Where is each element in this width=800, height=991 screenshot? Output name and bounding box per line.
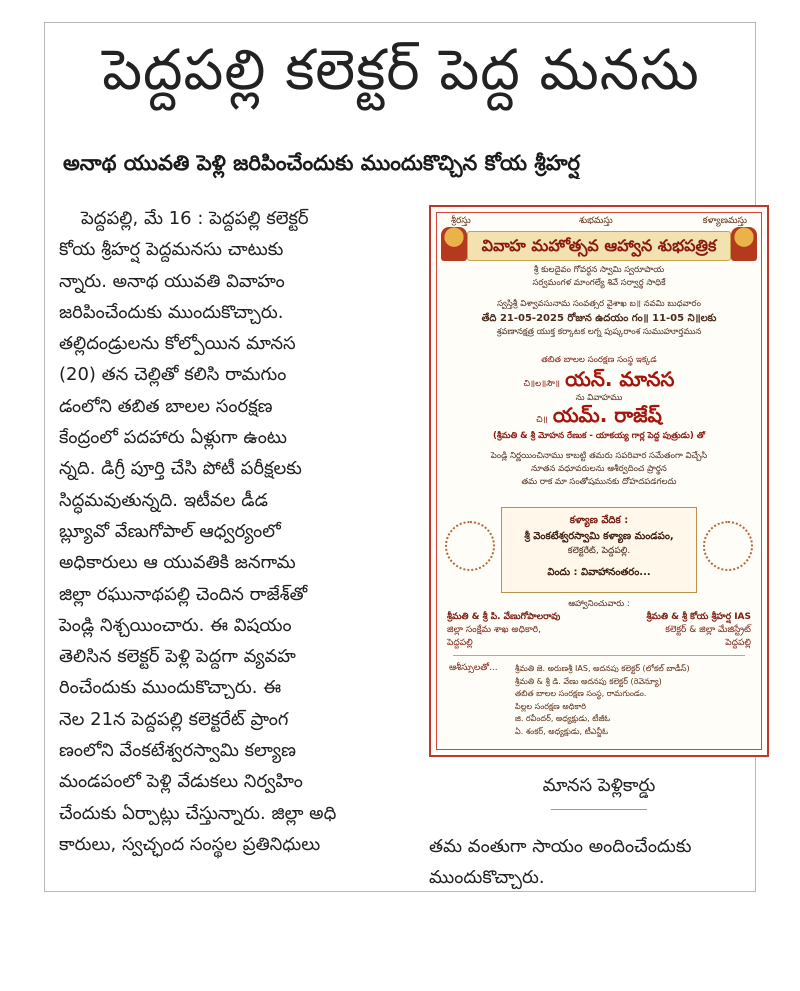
bride-intro: తబిత బాలల సంరక్షణ సంస్థ ఇక్కడ — [541, 355, 657, 365]
invitee-right-title: కలెక్టర్ & జిల్లా మేజిస్ట్రేట్ — [665, 625, 751, 635]
card-top-center: శుభమస్తు — [579, 216, 613, 226]
caption-underline — [551, 809, 647, 810]
blesser-line: జి. రవీందర్, అధ్యక్షుడు, టీజీఓ — [515, 714, 611, 723]
body-line: నెల 21న పెద్దపల్లి కలెక్టరేట్ ప్రాంగ — [59, 708, 289, 730]
invitee-left — [447, 611, 560, 650]
venue-name: శ్రీ వెంకటేశ్వరస్వామి కళ్యాణ మండపం, — [524, 531, 674, 542]
blesser-line: ఏ. శంకర్, అధ్యక్షుడు, టీఎన్జీఓ — [515, 726, 608, 736]
invitee-left-title: జిల్లా సంక్షేమ శాఖ అధికారి, — [447, 625, 541, 635]
groom-parents: (శ్రీమతి & శ్రీ మోహన రేణుక - యాకయ్య గార్ల పెద్ద పుత్రుడు) తో — [492, 431, 706, 441]
bride-prefix: చి॥ల॥సౌ॥ — [523, 379, 560, 389]
invitee-right — [646, 611, 751, 650]
body-line: కేంద్రంలో పదహారు ఏళ్లుగా ఉంటు — [59, 427, 287, 449]
body-line: న్నది. డిగ్రీ పూర్తి చేసి పోటీ పరీక్షలకు — [59, 458, 302, 480]
venue-box — [501, 507, 697, 593]
body-line: అధికారులు ఆ యువతికి జనగామ — [59, 552, 296, 574]
bride-line — [443, 367, 755, 396]
deity-icon — [441, 227, 467, 261]
invite-line: నూతన వధూవరులను ఆశీర్వదించ ప్రార్థన — [531, 464, 667, 474]
body-line: కోయ శ్రీహర్ష పెద్దమనసు చాటుకు — [59, 239, 284, 261]
blessers-list — [515, 663, 690, 738]
card-top-left: శ్రీరస్తు — [451, 216, 471, 226]
body-line: పెండ్లి నిశ్చయించారు. ఈ విషయం — [59, 614, 292, 636]
feast-line: విందు : వివాహానంతరం... — [547, 567, 651, 578]
wedding-card-image — [429, 205, 769, 757]
body-line: రించేందుకు ముందుకొచ్చారు. ఈ — [59, 677, 282, 699]
card-top-right: కళ్యాణమస్తు — [702, 216, 747, 226]
venue-label: కళ్యాణ వేదిక : — [569, 515, 629, 526]
card-divider — [453, 655, 745, 656]
invitee-left-name: శ్రీమతి & శ్రీ పి. వేణుగోపాలరావు — [447, 612, 561, 622]
groom-prefix: చి॥ — [536, 415, 548, 425]
card-date-line: స్వస్తిశ్రీ విశ్వావసునామ సంవత్సర వైశాఖ బ॥ నవమి బుధవారం — [497, 299, 701, 309]
blesser-line: శ్రీమతి & శ్రీ డి. వేణు అదనపు కలెక్టర్ (రెవెన్యూ) — [515, 676, 662, 686]
body-line: కారులు, స్వచ్ఛంద సంస్థల ప్రతినిధులు — [59, 833, 321, 855]
body-line: సిద్ధమవుతున్నది. ఇటీవల డీడ — [59, 489, 268, 511]
body-line: తమ వంతుగా సాయం అందించేందుకు — [429, 836, 692, 857]
body-line: జిల్లా రఘునాథపల్లి చెందిన రాజేశ్‌తో — [59, 583, 308, 605]
article-body-right-column — [429, 831, 769, 894]
body-line: చేందుకు ఏర్పాట్లు చేస్తున్నారు. జిల్లా అధి — [59, 802, 337, 824]
headline: పెద్దపల్లి కలెక్టర్ పెద్ద మనసు — [102, 38, 700, 103]
invite-line: పెండ్లి నిర్ణయించినాము కాబట్టి తమరు సపరివార సమేతంగా విచ్చేసి — [490, 451, 708, 461]
body-line: ముందుకొచ్చారు. — [429, 867, 545, 889]
invite-line: తమ రాక మా సంతోషమునకు దోహదపడగలదు — [521, 477, 677, 487]
invitee-label: ఆహ్వానించువారు : — [568, 599, 630, 609]
right-ornament — [703, 521, 753, 571]
article-body-left-column — [59, 203, 403, 860]
card-dedication: సర్వమంగళ మాంగల్యే శివే సర్వార్థ సాధికే — [532, 278, 666, 288]
card-date-line: శ్రవణానక్షత్ర యుక్త కర్కాటక లగ్న పుష్కరాంశ సుముహూర్తమున — [496, 327, 702, 337]
card-date-line: తేది 21-05-2025 రోజున ఉదయం గం॥ 11-05 ని॥లకు — [481, 313, 717, 324]
body-line: బ్ల్యూవో వేణుగోపాల్ ఆధ్వర్యంలో — [59, 520, 281, 542]
body-line: (20) తన చెల్లితో కలిసి రామగుం — [59, 364, 287, 386]
venue-place: కలెక్టరేట్, పెద్దపల్లి. — [567, 546, 631, 556]
invitee-right-name: శ్రీమతి & శ్రీ కోయ శ్రీహర్ష IAS — [646, 612, 751, 622]
blessers-label: ఆశీస్సులతో... — [449, 663, 498, 673]
groom-name: యమ్. రాజేష్ — [552, 403, 662, 427]
body-line: తెలిసిన కలెక్టర్ పెళ్లి పెద్దగా వ్యవహ — [59, 646, 296, 668]
groom-line — [443, 403, 755, 432]
body-line: ణంలోని వేంకటేశ్వరస్వామి కల్యాణ — [59, 740, 296, 762]
blesser-line: శ్రీమతి జె. అరుణశ్రీ IAS, అదనపు కలెక్టర్ (లోకల్ బాడీస్) — [515, 664, 690, 673]
newspaper-clipping — [44, 22, 756, 892]
body-line: మండపంలో పెళ్లి వేడుకలు నిర్వహిం — [59, 771, 303, 793]
left-ornament — [445, 521, 495, 571]
couple-icon — [731, 227, 757, 261]
invitee-right-place: పెద్దపల్లి — [725, 638, 751, 648]
subheadline: అనాథ యువతి పెళ్లి జరిపించేందుకు ముందుకొచ్చిన కోయ శ్రీహర్ష — [63, 151, 580, 175]
card-dedication: శ్రీ కులదైవం గోవర్ధన స్వామి స్వరూపాయ — [533, 265, 665, 275]
body-line: తల్లిదండ్రులను కోల్పోయిన మానస — [59, 333, 296, 355]
invitee-left-place: పెద్దపల్లి — [447, 638, 473, 648]
body-line: న్నారు. అనాథ యువతి వివాహం — [59, 270, 285, 292]
card-banner: వివాహ మహోత్సవ ఆహ్వాన శుభపత్రిక — [467, 231, 731, 261]
vivaaham-text: ను వివాహము — [575, 393, 623, 403]
blesser-line: తబిత బాలల సంరక్షణ సంస్థ, రామగుండం. — [515, 689, 647, 698]
body-line: డంలోని తబిత బాలల సంరక్షణ — [59, 395, 273, 417]
blesser-line: పిల్లల సంరక్షణ అధికారి — [515, 701, 587, 711]
body-line: జరిపించేందుకు ముందుకొచ్చారు. — [59, 301, 284, 323]
body-line: పెద్దపల్లి, మే 16 : పెద్దపల్లి కలెక్టర్ — [81, 208, 309, 229]
card-caption: మానస పెళ్లికార్డు — [542, 775, 656, 796]
bride-name: యన్. మానస — [565, 367, 675, 391]
